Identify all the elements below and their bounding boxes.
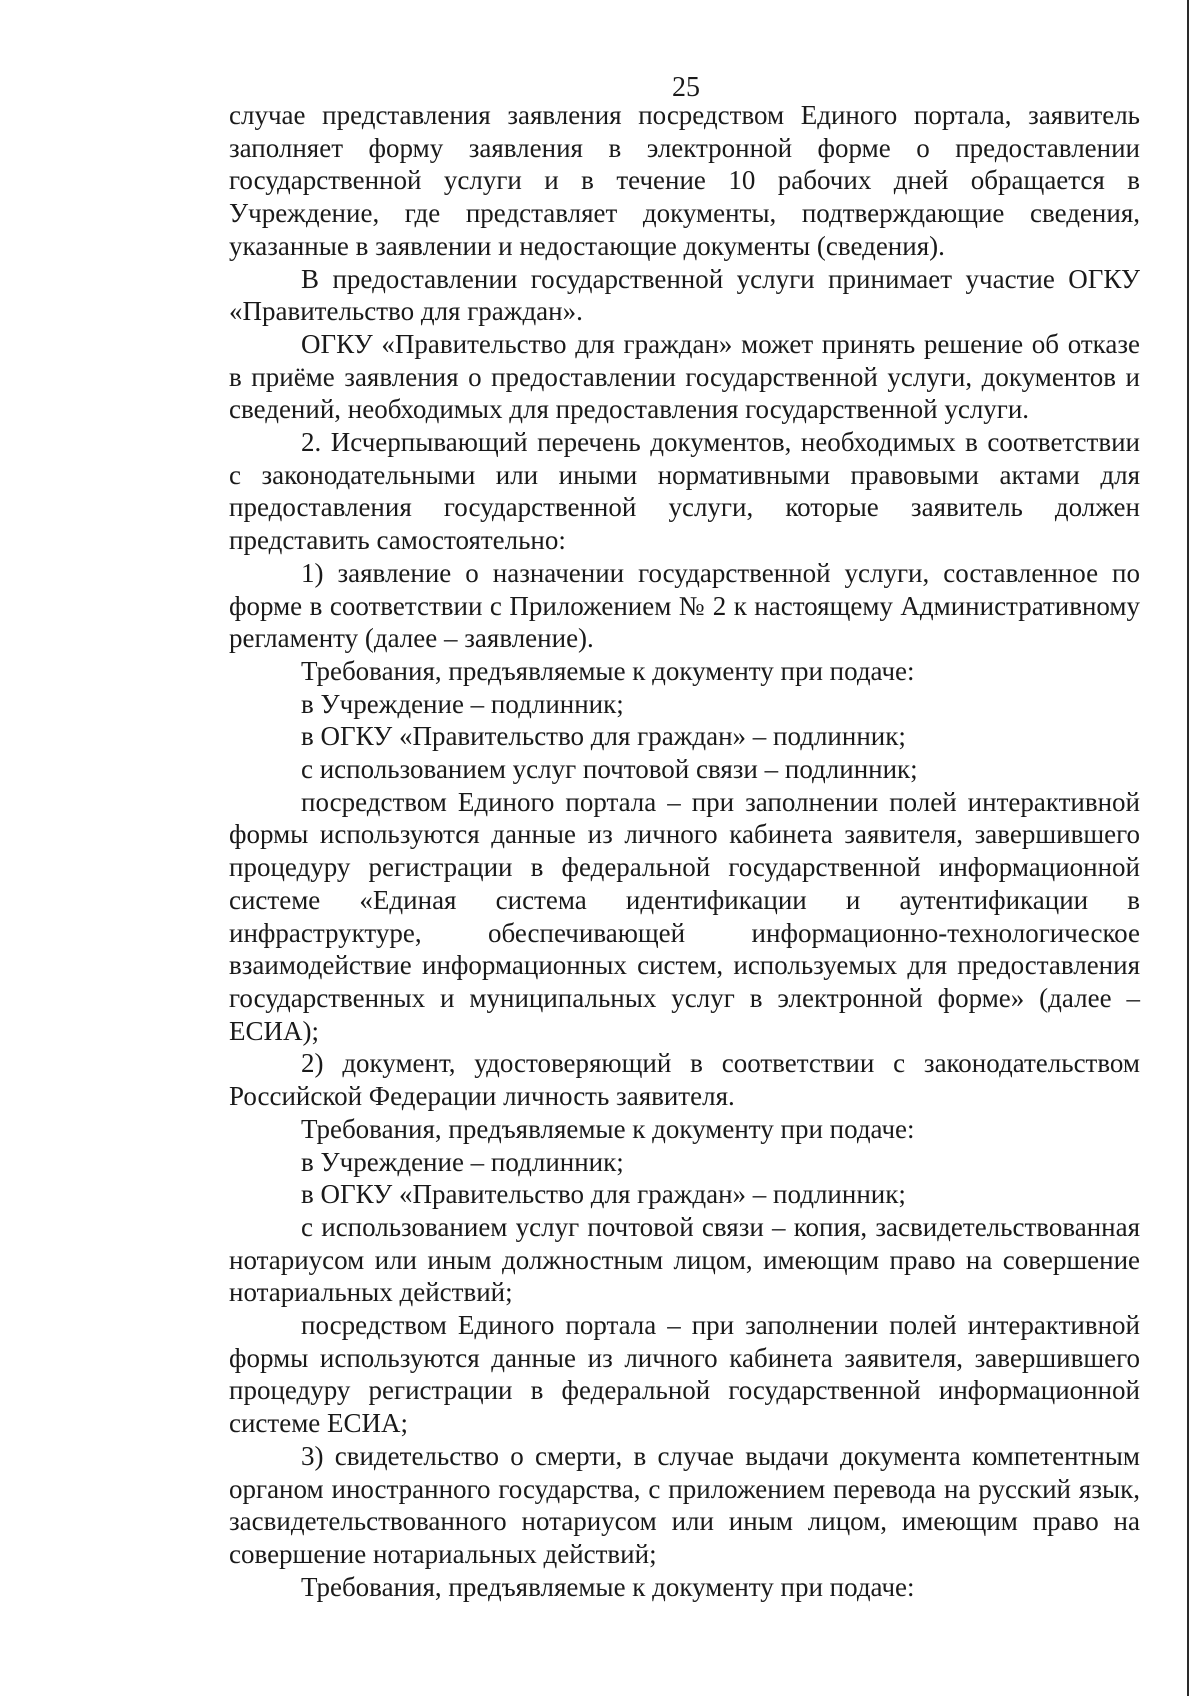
list-item-death-certificate: 3) свидетельство о смерти, в случае выдачи документа компетентным органом иностранного государства, с приложением перевода на русский язык, засвидетельствованного нотариусом или иным лицом, имеющим право на совершение нотариальных действий; — [229, 1440, 1140, 1569]
paragraph-ogku-participation: В предоставлении государственной услуги принимает участие ОГКУ «Правительство для граждан». — [229, 263, 1140, 327]
requirement-portal: посредством Единого портала – при заполнении полей интерактивной формы используются данные из личного кабинета заявителя, завершившего процедуру регистрации в федеральной государственной информационной системе ЕСИА; — [229, 1310, 1140, 1439]
requirement-institution: в Учреждение – подлинник; — [301, 1146, 624, 1177]
requirement-portal-esia: посредством Единого портала – при заполнении полей интерактивной формы используются данные из личного кабинета заявителя, завершившего процедуру регистрации в федеральной государственной информационной системе «Единая система идентификации и аутентификации в инфраструктуре, обеспечивающей информационно-технологическое взаимодействие информационных систем, используемых для предоставления государственных и муниципальных услуг в электронной форме» (далее – ЕСИА); — [229, 786, 1140, 1046]
list-item-application: 1) заявление о назначении государственной услуги, составленное по форме в соответствии с Приложением № 2 к настоящему Административному регламенту (далее – заявление). — [229, 557, 1140, 654]
requirement-postal: с использованием услуг почтовой связи – подлинник; — [301, 754, 918, 785]
requirements-heading: Требования, предъявляемые к документу при подаче: — [301, 1113, 915, 1144]
list-item-identity-document: 2) документ, удостоверяющий в соответствии с законодательством Российской Федерации личность заявителя. — [229, 1048, 1140, 1112]
requirement-ogku: в ОГКУ «Правительство для граждан» – подлинник; — [301, 1179, 906, 1210]
page-edge-line — [1187, 0, 1189, 1696]
page-number: 25 — [672, 72, 700, 103]
document-body — [229, 99, 1140, 1603]
paragraph-documents-list: 2. Исчерпывающий перечень документов, необходимых в соответствии с законодательными или иными нормативными правовыми актами для предоставления государственной услуги, которые заявитель должен представить самостоятельно: — [229, 427, 1140, 556]
requirements-heading: Требования, предъявляемые к документу при подаче: — [301, 1571, 915, 1602]
requirement-institution: в Учреждение – подлинник; — [301, 688, 624, 719]
requirement-postal-copy: с использованием услуг почтовой связи – копия, засвидетельствованная нотариусом или иным должностным лицом, имеющим право на совершение нотариальных действий; — [229, 1211, 1140, 1308]
requirement-ogku: в ОГКУ «Правительство для граждан» – подлинник; — [301, 721, 906, 752]
paragraph-portal-application: случае представления заявления посредством Единого портала, заявитель заполняет форму заявления в электронной форме о предоставлении государственной услуги и в течение 10 рабочих дней обращается в Учреждение, где представляет документы, подтверждающие сведения, указанные в заявлении и недостающие документы (сведения). — [229, 100, 1140, 261]
paragraph-ogku-refusal: ОГКУ «Правительство для граждан» может принять решение об отказе в приёме заявления о предоставлении государственной услуги, документов и сведений, необходимых для предоставления государственной услуги. — [229, 328, 1140, 425]
requirements-heading: Требования, предъявляемые к документу при подаче: — [301, 655, 915, 686]
